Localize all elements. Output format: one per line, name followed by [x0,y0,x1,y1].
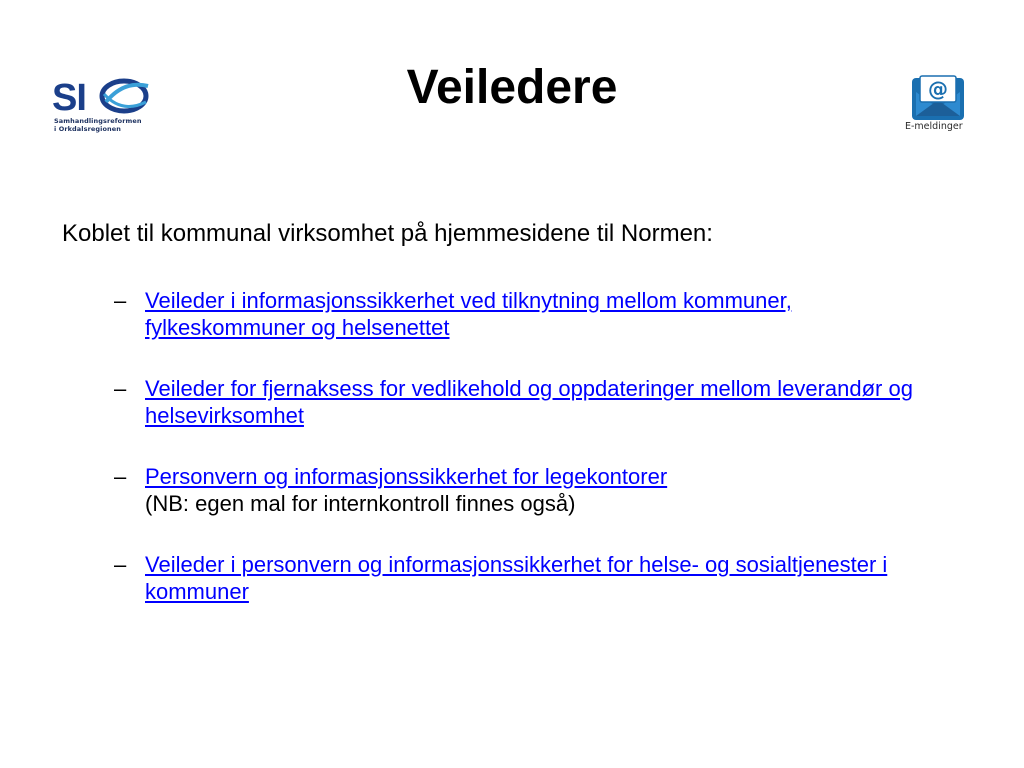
sio-tagline [54,118,142,133]
sio-tagline-line2: i Orkdalsregionen [54,124,122,133]
intro-text: Koblet til kommunal virksomhet på hjemmesidene til Normen: [62,220,713,247]
emeldinger-label: E-meldinger [905,121,963,132]
svg-text:@: @ [928,77,948,101]
bullet-dash: – [114,552,127,577]
guide-link-legekontorer[interactable]: Personvern og informasjonssikkerhet for legekontorer [145,464,668,489]
guide-link-fjernaksess[interactable]: Veileder for fjernaksess for vedlikehold og oppdateringer mellom leverandør og helsevirksomhet [145,376,913,428]
list-item [114,375,954,429]
slide-title: Veiledere [406,61,618,114]
bullet-dash: – [114,376,127,401]
guide-link-helse-sosial[interactable]: Veileder i personvern og informasjonssikkerhet for helse- og sosialtjenester i kommuner [145,552,888,604]
svg-text:SI: SI [52,77,86,119]
list-item [114,551,954,605]
bullet-dash: – [114,288,127,313]
list-item [114,287,954,341]
sio-tagline-line1: Samhandlingsreformen [54,117,142,125]
item-note: (NB: egen mal for internkontroll finnes også) [145,491,576,516]
guide-link-infosec-kommuner[interactable]: Veileder i informasjonssikkerhet ved tilknytning mellom kommuner, fylkeskommuner og helsenettet [145,288,792,340]
bullet-dash: – [114,464,127,489]
guide-list [114,287,954,639]
list-item [114,463,954,517]
